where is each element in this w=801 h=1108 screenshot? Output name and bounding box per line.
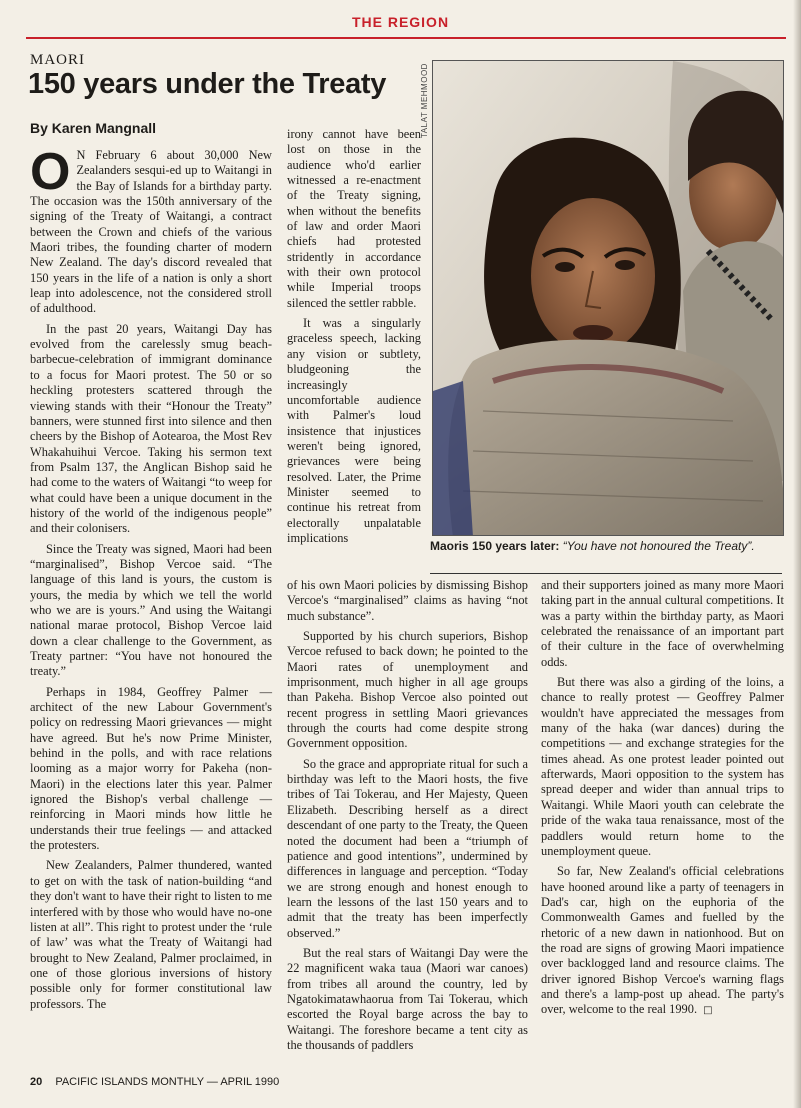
paragraph: But the real stars of Waitangi Day were the 22 magnificent waka taua (Maori war canoes) from tribes all around the country, led by Ngatokimatawhaorua from Tai Tokerau, which escorted the Royal barge across the bay to Waitangi. The foreshore became a tent city as the thousands of paddlers: [287, 945, 528, 1052]
paragraph: [541, 864, 784, 1018]
paragraph: In the past 20 years, Waitangi Day has evolved from the carelessly smug beach-barbecue-celebration of immigrant dominance to a focus for Maori protest. The 50 or so heckling protesters scattered through the viewing stands with their “Honour the Treaty” banners, were stunned first into silence and then cheers by the Bishop of Aotearoa, the Most Rev Whakahuihui Vercoe. Taking his sermon text from Psalm 137, the Anglican Bishop said he had come to the waters of Waitangi “to weep for what could have been a unique document in the history of the world of the indigenous people” and their colonisers.: [30, 321, 272, 536]
article-photo: [432, 60, 784, 536]
photo-credit: TALAT MEHMOOD: [420, 63, 429, 138]
paragraph: But there was also a girding of the loins, a chance to really protest — Geoffrey Palmer wouldn't have appreciated the messages from many of the haka (war dances) during the competitions — and exchange strategies for the times ahead. As one protest leader pointed out afterwards, Maori opposition to the system has spread deeper and wider than annual trips to Waitangi. While Maori youth can celebrate the pride of the waka taua renaissance, most of the paddlers would return home to the unemployment queue.: [541, 675, 784, 858]
paragraph: Perhaps in 1984, Geoffrey Palmer — architect of the new Labour Government's policy on redressing Maori grievances — might have agreed. But he's now Prime Minister, behind in the polls, and with race relations looming as a major worry for Pakeha (non-Maori) in the elections later this year. Palmer ignored the Bishop's verbal challenge — reinforcing in Maori minds how little he understands their true feelings — and attacked the protesters.: [30, 684, 272, 853]
paragraph: [30, 143, 272, 317]
page-footer: [30, 1076, 279, 1088]
header-rule: [26, 37, 786, 39]
paragraph: and their supporters joined as many more Maori taking part in the annual cultural competitions. It was a party within the birthday party, as Maori celebrated the renaissance of an important part of their culture in the face of overwhelming odds.: [541, 578, 784, 669]
byline: By Karen Mangnall: [30, 120, 157, 136]
article-column-1: [30, 143, 272, 1012]
photo-illustration: [433, 61, 784, 536]
article-column-3: [287, 578, 528, 1053]
caption-quote: “You have not honoured the Treaty”.: [562, 539, 755, 553]
paragraph: It was a singularly graceless speech, lacking any vision or subtlety, bludgeoning the increasingly uncomfortable audience with Palmer's loud insistence that injustices weren't being ignored, grievances were being resolved. Later, the Prime Minister seemed to continue his retreat from electorally unpalatable implications: [287, 316, 421, 545]
kicker: MAORI: [30, 52, 86, 68]
publication-info: PACIFIC ISLANDS MONTHLY — APRIL 1990: [55, 1076, 280, 1088]
page-edge: [793, 0, 801, 1108]
article-column-4: [541, 578, 784, 1019]
caption-lead: Maoris 150 years later:: [430, 539, 560, 553]
photo-caption: [430, 538, 782, 554]
paragraph-text: N February 6 about 30,000 New Zealanders sesqui-ed up to Waitangi in the Bay of Islands for a birthday party. The occasion was the 150th anniversary of the signing of the Treaty of Waitangi, a contract between the Crown and chiefs of the various Maori tribes, the founding charter of modern New Zealand. The day's discord revealed that 150 years in the life of a nation is only a short leap into adolescence, not the considered stroll of adulthood.: [30, 148, 272, 316]
paragraph: irony cannot have been lost on those in the audience who'd earlier witnessed a re-enactment of the Treaty signing, when without the benefits of law and order Maori chiefs had protested stridently in accordance with their own protocol while Imperial troops silenced the settler rabble.: [287, 127, 421, 310]
headline: 150 years under the Treaty: [28, 68, 387, 100]
section-label: THE REGION: [351, 14, 450, 30]
caption-rule: [430, 573, 782, 574]
paragraph: So the grace and appropriate ritual for such a birthday was left to the Maori hosts, the five tribes of Tai Tokerau, and Her Majesty, Queen Elizabeth. Describing herself as a direct descendant of one party to the Treaty, the Queen noted the document had been a “triumph of patience and good intentions”, undermined by differences in language and perception. “Today we are strong enough and honest enough to learn the lessons of the last 150 years and to admit that the treaty has been imperfectly observed.”: [287, 756, 528, 940]
paragraph: New Zealanders, Palmer thundered, wanted to get on with the task of nation-building “and they don't want to have their right to listen to me interfered with by those who would have no-one listen at all”. This right to protest under the ‘rule of law’ was what the Treaty of Waitangi had brought to New Zealand, Palmer proclaimed, in one of those glorious inversions of history possible only for former constitutional law professors. The: [30, 858, 272, 1011]
drop-cap: O: [30, 143, 71, 201]
paragraph: Since the Treaty was signed, Maori had been “marginalised”, Bishop Vercoe said. “The language of this land is yours, the custom is yours, the media by which we tell the world who we are is yours.” And using the Waitangi national marae protocol, Bishop Vercoe laid down a clear challenge to the Government, as Treaty partner: “You have not honoured the treaty.”: [30, 541, 272, 679]
paragraph: of his own Maori policies by dismissing Bishop Vercoe's “marginalised” claims as having “not much substance”.: [287, 578, 528, 623]
end-mark-icon: □: [703, 1005, 713, 1017]
paragraph-text: So far, New Zealand's official celebrations have hooned around like a party of teenagers in Dad's car, high on the euphoria of the Commonwealth Games and fuelled by the rhetoric of a new dawn in nationhood. But on the road are signs of growing Maori impatience over backlogged land and resource claims. The driver ignored Bishop Vercoe's warning flags and there's a lamp-post up ahead. The party's over, welcome to the real 1990.: [541, 864, 784, 1017]
paragraph: Supported by his church superiors, Bishop Vercoe refused to back down; he pointed to the Maori rates of unemployment and imprisonment, much higher in all age groups than Pakeha. Bishop Vercoe also pointed out recent progress in settling Maori grievances through the courts had come despite strong Government opposition.: [287, 629, 528, 751]
page-number: 20: [30, 1076, 43, 1088]
article-column-2: [287, 127, 421, 546]
